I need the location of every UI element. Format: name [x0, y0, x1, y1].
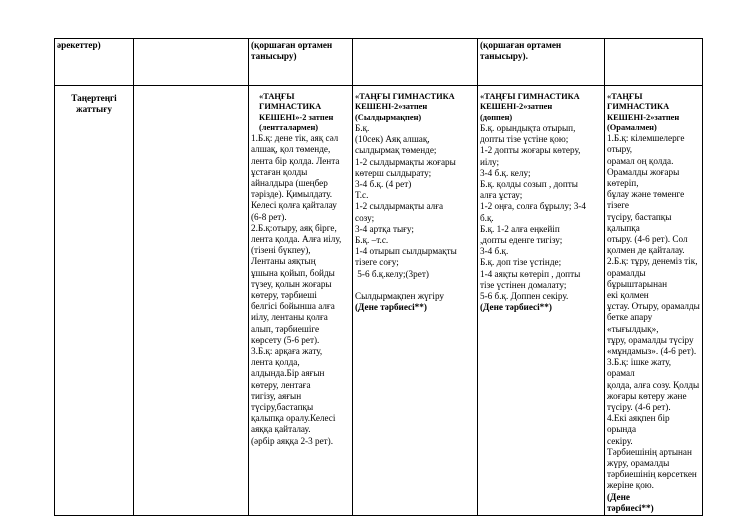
environment-cell	[478, 39, 605, 86]
exercise-footer: (Дене тәрбиесі**)	[480, 302, 552, 313]
morning-exercise-label-cell	[55, 86, 134, 516]
empty-cell	[134, 39, 249, 86]
table-row	[55, 39, 703, 86]
lesson-plan-table	[54, 38, 703, 516]
environment-note: (қоршаған ортамен танысыру)	[251, 40, 333, 62]
environment-cell	[249, 39, 353, 86]
exercise-heading: «ТАҢҒЫ ГИМНАСТИКА КЕШЕНІ»-2 затпен (лентталармен)	[259, 92, 334, 132]
exercise-body: Б.қ. орындықта отырып, допты тізе үстіне қою; 1-2 допты жоғары көтеру, иілу; 3-4 б.қ. келу; Б.қ. қолды созып , допты алға ұстау; 1-2 оңға, солға бұрылу; 3-4 б.қ. Б.қ. 1-2 алға еңкейіп ,допты еденге тигізу; 3-4 б.қ. Б.қ. доп тізе үстінде; 1-4 аяқты көтеріп , допты тізе үстінен домалату; 5-6 б.қ. Доппен секіру.	[480, 122, 586, 301]
exercise-body: Б.қ. (10сек) Аяқ алшақ, сылдырмақ төменде; 1-2 сылдырмақты жоғары көтерш сылдырату; 3-4 б.қ. (4 рет) Т.с. 1-2 сылдырмақты алға созу; 3-4 артқа тығу; Б.қ. –т.с. 1-4 отырып сылдырмақты тізеге соғу; 5-6 б.қ.келу;(3рет) Сылдырмақпен жүгіру	[355, 122, 457, 301]
exercise-heading: «ТАҢҒЫ ГИМНАСТИКА КЕШЕНІ-2»затпен (Орамалмен)	[607, 92, 680, 132]
morning-exercise-label: Таңертеңгі жаттығу	[71, 93, 117, 115]
exercise-cell-rattle	[353, 86, 478, 516]
exercise-heading: «ТАҢҒЫ ГИМНАСТИКА КЕШЕНІ-2»затпен (доппен)	[480, 92, 580, 122]
exercise-body: 1.Б.қ: дене тік, аяқ сәл алшақ, қол төменде, лента бір қолда. Лента ұстаған қолды айналдыра (шеңбер тәрізде). Қимылдату. Келесі қолға қайталау (6-8 рет). 2.Б.қ:отыру, аяқ бірге, лента қолда. Алға иілу, (тізені бүкпеу), Лентаны аяқтың ұшына қойып, бойды түзеу, қолын жоғары көтеру, тәрбиеші белгісі бойынша алға иілу, лентаны қолға алып, тәрбиешіге көрсету (5-6 рет). 3.Б.қ: арқаға жату, лента қолда, алдында.Бір аяғын көтеру, лентаға тигізу, аяғын түсіру,бастапқы қалыпқа оралу.Келесі аяққа қайталау. (әрбір аяққа 2-3 рет).	[251, 133, 342, 446]
environment-note: (қоршаған ортамен танысыру).	[480, 40, 562, 62]
exercise-cell-ball	[478, 86, 605, 516]
exercise-footer: (Дене тәрбиесі**)	[607, 491, 654, 513]
exercise-body: 1.Б.қ: кілемшелерге отыру, орамал оң қолда. Орамалды жоғары көтеріп, бұлау және төменге тізеге түсіру, бастапқы қалыпқа отыру. (4-6 рет). Сол қолмен де қайталау. 2.Б.қ: тұру, денеміз тік, орамалды бұрыштарынан екі қолмен ұстау. Отыру, орамалды бетке апару «тығылдық», тұру, орамалды түсіру «мұндамыз». (4-6 рет). 3.Б.қ: ішке жату, орамал қолда, алға созу. Қолды жоғары көтеру және түсіру. (4-6 рет). 4.Екі аяқпен бір орында секіру. Тәрбиешінің артынан жүру, орамалды тәрбиешінің көрсеткен жеріне қою.	[607, 133, 700, 491]
empty-cell	[134, 86, 249, 516]
activity-label: әрекеттер)	[57, 40, 101, 50]
activity-label-cell	[55, 39, 134, 86]
exercise-heading: «ТАҢҒЫ ГИМНАСТИКА КЕШЕНІ-2»затпен (Сылдырмақпен)	[355, 92, 455, 122]
empty-cell	[605, 39, 703, 86]
exercise-footer: (Дене тәрбиесі**)	[355, 302, 427, 313]
table-row	[55, 86, 703, 516]
exercise-cell-scarf	[605, 86, 703, 516]
exercise-cell-ribbons	[249, 86, 353, 516]
empty-cell	[353, 39, 478, 86]
